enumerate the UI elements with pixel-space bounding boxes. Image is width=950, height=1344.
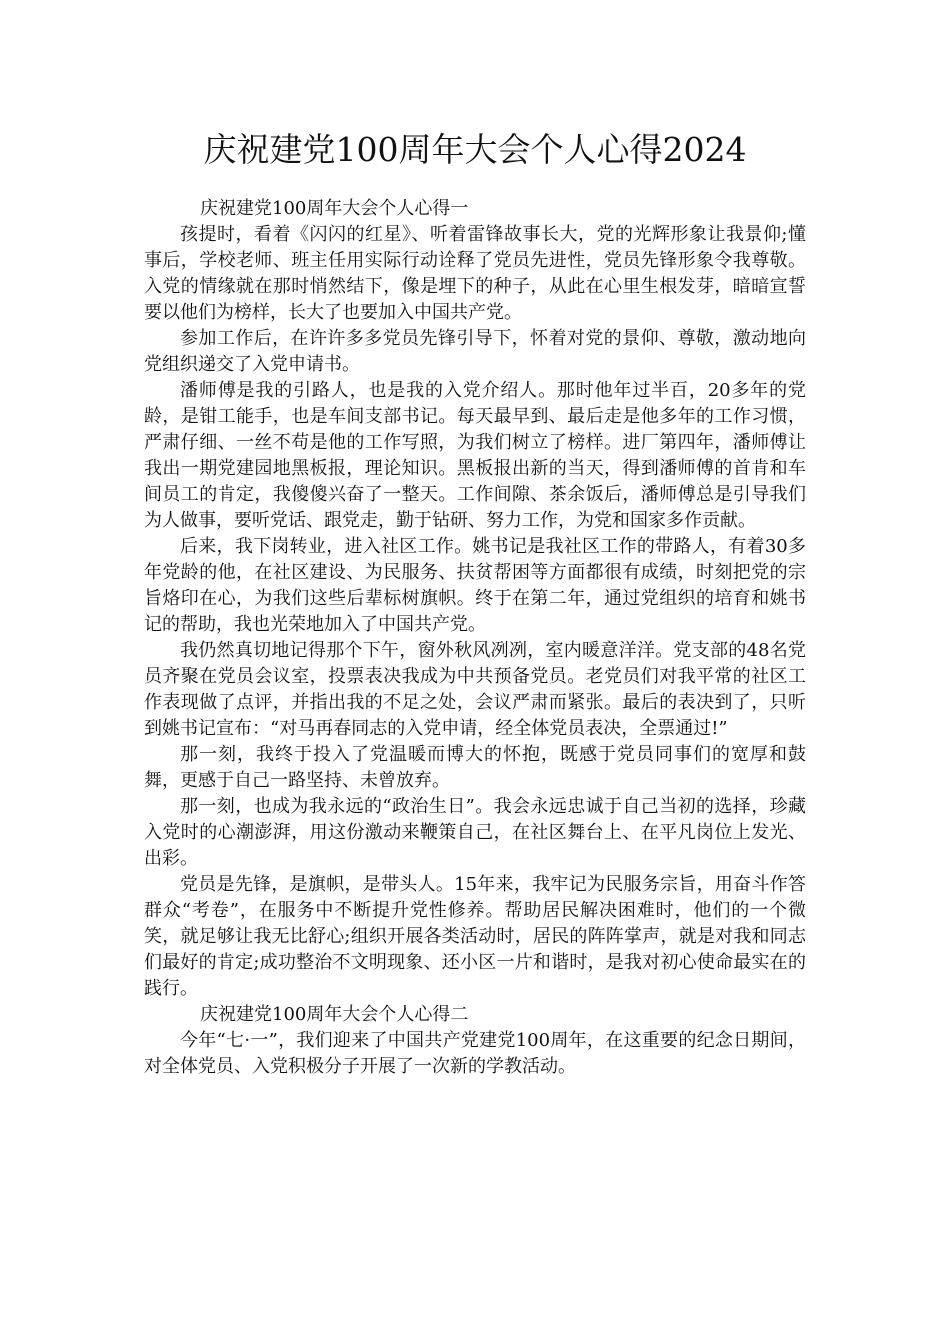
body-paragraph: 那一刻，我终于投入了党温暖而博大的怀抱，既感于党员同事们的宽厚和鼓舞，更感于自己一路坚持、未曾放弃。 bbox=[144, 744, 806, 791]
body-paragraph: 孩提时，看着《闪闪的红星》、听着雷锋故事长大，党的光辉形象让我景仰;懂事后，学校老师、班主任用实际行动诠释了党员先进性，党员先锋形象令我尊敬。入党的情缘就在那时悄然结下，像是埋下的种子，从此在心里生根发芽，暗暗宣誓要以他们为榜样，长大了也要加入中国共产党。 bbox=[144, 224, 806, 323]
document-body bbox=[144, 196, 806, 1080]
body-paragraph: 参加工作后，在许许多多党员先锋引导下，怀着对党的景仰、尊敬，激动地向党组织递交了入党申请书。 bbox=[144, 328, 806, 375]
document-title: 庆祝建党100周年大会个人心得2024 bbox=[203, 130, 747, 169]
body-paragraph: 潘师傅是我的引路人，也是我的入党介绍人。那时他年过半百，20多年的党龄，是钳工能手，也是车间支部书记。每天最早到、最后走是他多年的工作习惯，严肃仔细、一丝不苟是他的工作写照，为我们树立了榜样。进厂第四年，潘师傅让我出一期党建园地黑板报，理论知识。黑板报出新的当天，得到潘师傅的首肯和车间员工的肯定，我傻傻兴奋了一整天。工作间隙、茶余饭后，潘师傅总是引导我们为人做事，要听党话、跟党走，勤于钻研、努力工作，为党和国家多作贡献。 bbox=[144, 380, 806, 531]
body-paragraph: 今年“七·一”，我们迎来了中国共产党建党100周年，在这重要的纪念日期间，对全体党员、入党积极分子开展了一次新的学教活动。 bbox=[144, 1030, 806, 1077]
section-heading: 庆祝建党100周年大会个人心得一 bbox=[200, 198, 469, 219]
body-paragraph: 后来，我下岗转业，进入社区工作。姚书记是我社区工作的带路人，有着30多年党龄的他，在社区建设、为民服务、扶贫帮困等方面都很有成绩，时刻把党的宗旨烙印在心，为我们这些后辈标树旗帜。终于在第二年，通过党组织的培育和姚书记的帮助，我也光荣地加入了中国共产党。 bbox=[144, 536, 806, 635]
body-paragraph: 党员是先锋，是旗帜，是带头人。15年来，我牢记为民服务宗旨，用奋斗作答群众“考卷”，在服务中不断提升党性修养。帮助居民解决困难时，他们的一个微笑，就足够让我无比舒心;组织开展各类活动时，居民的阵阵掌声，就是对我和同志们最好的肯定;成功整治不文明现象、还小区一片和谐时，是我对初心使命最实在的践行。 bbox=[144, 874, 806, 999]
body-paragraph: 那一刻，也成为我永远的“政治生日”。我会永远忠诚于自己当初的选择，珍藏入党时的心潮澎湃，用这份激动来鞭策自己，在社区舞台上、在平凡岗位上发光、出彩。 bbox=[144, 796, 806, 869]
section-heading: 庆祝建党100周年大会个人心得二 bbox=[200, 1004, 469, 1025]
body-paragraph: 我仍然真切地记得那个下午，窗外秋风冽冽，室内暖意洋洋。党支部的48名党员齐聚在党员会议室，投票表决我成为中共预备党员。老党员们对我平常的社区工作表现做了点评，并指出我的不足之处，会议严肃而紧张。最后的表决到了，只听到姚书记宣布：“对马再春同志的入党申请，经全体党员表决，全票通过!” bbox=[144, 640, 806, 739]
